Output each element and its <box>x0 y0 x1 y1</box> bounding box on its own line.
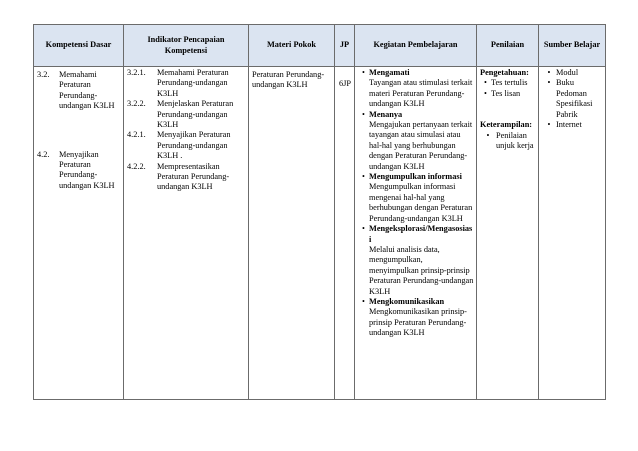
list-item: • Tes lisan <box>480 89 536 99</box>
header-materi-pokok: Materi Pokok <box>249 25 335 67</box>
kd-cell <box>34 67 124 400</box>
list-item: • Modul <box>542 68 603 78</box>
kegiatan-cell: • Mengamati Tayangan atau stimulasi terkait materi Peraturan Perundang-undangan K3LH • Menanya Mengajukan pertanyaan terkait tayangan atau simulasi atau hal-hal yang berhubungan dengan Peraturan Perundang-undangan K3LH • Mengumpulkan informasi Mengumpulkan informasi mengenai hal-hal yang berhubungan dengan Peraturan Perundang-undangan K3LH • Mengeksplorasi/Mengasosiasi Melalui analisis data, mengumpulkan, menyimpulkan prinsip-prinsip Peraturan Perundang-undangan K3LH • Mengkomunikasikan Mengkomunikasikan prinsip-prinsip Peraturan Perundang-undangan K3LH <box>355 67 477 400</box>
bullet-icon: • <box>362 172 365 182</box>
header-kegiatan: Kegiatan Pembelajaran <box>355 25 477 67</box>
kegiatan-item: • Mengeksplorasi/Mengasosiasi <box>358 224 474 245</box>
materi-cell <box>249 67 335 400</box>
kegiatan-item: • Menanya <box>358 110 474 120</box>
penilaian-cell <box>477 67 539 400</box>
bullet-icon: • <box>547 68 551 77</box>
kegiatan-item: • Mengumpulkan informasi <box>358 172 474 182</box>
header-row <box>34 25 606 67</box>
list-item: • Penilaian unjuk kerja <box>480 131 536 152</box>
bullet-icon: • <box>362 109 365 119</box>
bullet-icon: • <box>486 130 490 140</box>
kd-item: 4.2. Menyajikan Peraturan Perundang-undangan K3LH <box>37 149 115 190</box>
jp-value: 6JP <box>339 79 351 88</box>
sumber-cell <box>539 67 606 400</box>
bullet-icon: • <box>484 78 487 88</box>
indikator-cell <box>124 67 249 400</box>
list-item: • Tes tertulis <box>480 78 536 88</box>
indikator-item: 3.2.1. Memahami Peraturan Perundang-undangan K3LH <box>127 68 229 98</box>
list-item: • Buku Pedoman Spesifikasi Pabrik <box>542 78 603 120</box>
header-sumber-belajar: Sumber Belajar <box>539 25 606 67</box>
indikator-item: 4.2.2. Mempresentasikan Peraturan Perundang-undangan K3LH <box>127 161 230 192</box>
kegiatan-item: • Mengamati <box>358 68 474 78</box>
materi-text: Peraturan Perundang-undangan K3LH <box>252 70 325 90</box>
header-penilaian: Penilaian <box>477 25 539 67</box>
bullet-icon: • <box>484 88 487 98</box>
keterampilan-label: Keterampilan: <box>480 120 533 130</box>
header-kompetensi-dasar: Kompetensi Dasar <box>34 25 124 67</box>
bullet-icon: • <box>362 68 365 77</box>
header-indikator: Indikator Pencapaian Kompetensi <box>124 25 249 67</box>
table-row <box>34 67 606 400</box>
indikator-item: 4.2.1. Menyajikan Peraturan Perundang-undangan K3LH . <box>127 130 231 161</box>
lesson-plan-table <box>33 24 606 400</box>
bullet-icon: • <box>362 296 365 306</box>
bullet-icon: • <box>547 120 551 130</box>
jp-cell <box>335 67 355 400</box>
bullet-icon: • <box>547 78 551 88</box>
bullet-icon: • <box>362 224 365 234</box>
kegiatan-item: • Mengkomunikasikan <box>358 297 474 307</box>
indikator-item: 3.2.2. Menjelaskan Peraturan Perundang-undangan K3LH <box>127 99 234 130</box>
list-item: • Internet <box>542 120 603 130</box>
kd-item: 3.2. Memahami Peraturan Perundang-undangan K3LH <box>37 70 115 111</box>
pengetahuan-label: Pengetahuan: <box>480 68 529 77</box>
header-jp: JP <box>335 25 355 67</box>
